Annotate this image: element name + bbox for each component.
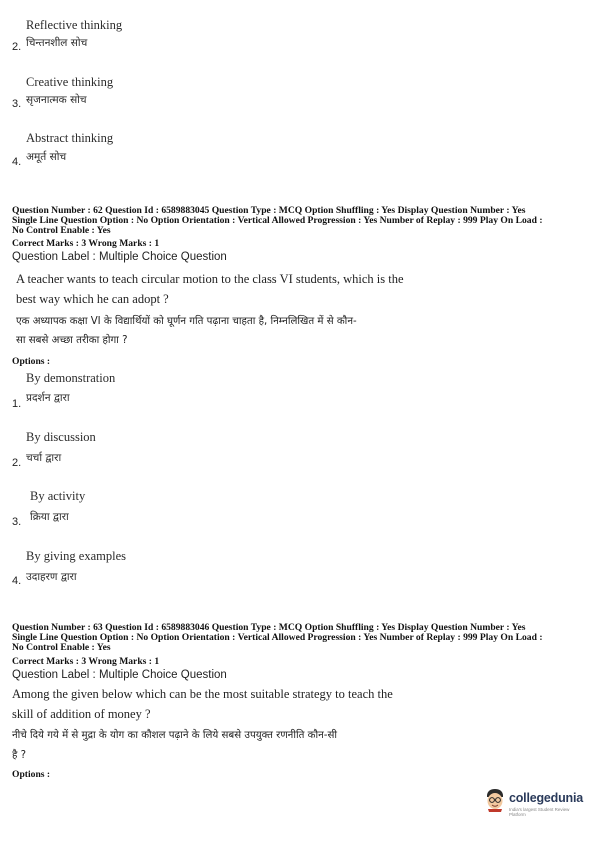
question-text-english-line-2: skill of addition of money ? [12,707,151,721]
option-4-english: Abstract thinking [26,131,114,145]
option-2-number: 2. [12,457,22,469]
question-meta-line-2: Single Line Question Option : No Option Orientation : Vertical Allowed Progression : Yes Number of Replay : 999 Play On Load : [12,215,543,226]
option-4-number: 4. [12,156,22,168]
option-3-number: 3. [12,516,22,528]
question-text-english-line-1: Among the given below which can be the most suitable strategy to teach the [12,687,393,701]
question-meta-line-2: Single Line Question Option : No Option Orientation : Vertical Allowed Progression : Yes Number of Replay : 999 Play On Load : [12,632,543,643]
option-2-number: 2. [12,41,22,53]
question-marks: Correct Marks : 3 Wrong Marks : 1 [12,238,160,249]
option-2-hindi: चर्चा द्वारा [26,452,62,464]
question-text-hindi-line-2: सा सबसे अच्छा तरीका होगा ? [16,335,128,346]
option-1-number: 1. [12,398,22,410]
option-4-number: 4. [12,575,22,587]
option-1-english: By demonstration [26,371,116,385]
options-label: Options : [12,769,51,780]
mascot-icon [484,788,506,812]
question-meta-line-3: No Control Enable : Yes [12,642,111,653]
question-text-hindi-line-1: एक अध्यापक कक्षा VI के विद्यार्थियों को घूर्णन गति पढ़ाना चाहता है, निम्नलिखित में से कौन- [16,316,357,327]
question-label: Question Label : Multiple Choice Question [12,251,227,263]
option-4-hindi: अमूर्त सोच [26,151,67,163]
question-meta-line-3: No Control Enable : Yes [12,225,111,236]
option-2-english: By discussion [26,430,96,444]
option-3-hindi: क्रिया द्वारा [30,511,69,523]
option-2-hindi: चिन्तनशील सोच [26,37,88,49]
question-meta-line-1: Question Number : 63 Question Id : 6589883046 Question Type : MCQ Option Shuffling : Yes Display Question Number : Yes [12,622,526,633]
question-label: Question Label : Multiple Choice Question [12,669,227,681]
option-3-hindi: सृजनात्मक सोच [26,94,87,106]
option-4-hindi: उदाहरण द्वारा [26,571,77,583]
question-text-english-line-2: best way which he can adopt ? [16,292,169,306]
question-text-english-line-1: A teacher wants to teach circular motion to the class VI students, which is the [16,272,404,286]
options-label: Options : [12,356,51,367]
logo-tagline: India's largest Student Review Platform [509,807,570,817]
option-2-english: Reflective thinking [26,18,123,32]
logo-wordmark: collegedunia [509,791,584,805]
option-3-english: By activity [30,489,86,503]
collegedunia-logo [484,788,582,818]
question-text-hindi-line-2: है ? [12,750,27,761]
option-4-english: By giving examples [26,549,126,563]
option-3-english: Creative thinking [26,75,114,89]
question-text-hindi-line-1: नीचे दिये गये में से मुद्रा के योग का कौशल पढ़ाने के लिये सबसे उपयुक्त रणनीति कौन-सी [12,730,337,741]
question-marks: Correct Marks : 3 Wrong Marks : 1 [12,656,160,667]
option-3-number: 3. [12,98,22,110]
question-meta-line-1: Question Number : 62 Question Id : 6589883045 Question Type : MCQ Option Shuffling : Yes Display Question Number : Yes [12,205,526,216]
option-1-hindi: प्रदर्शन द्वारा [26,392,70,404]
